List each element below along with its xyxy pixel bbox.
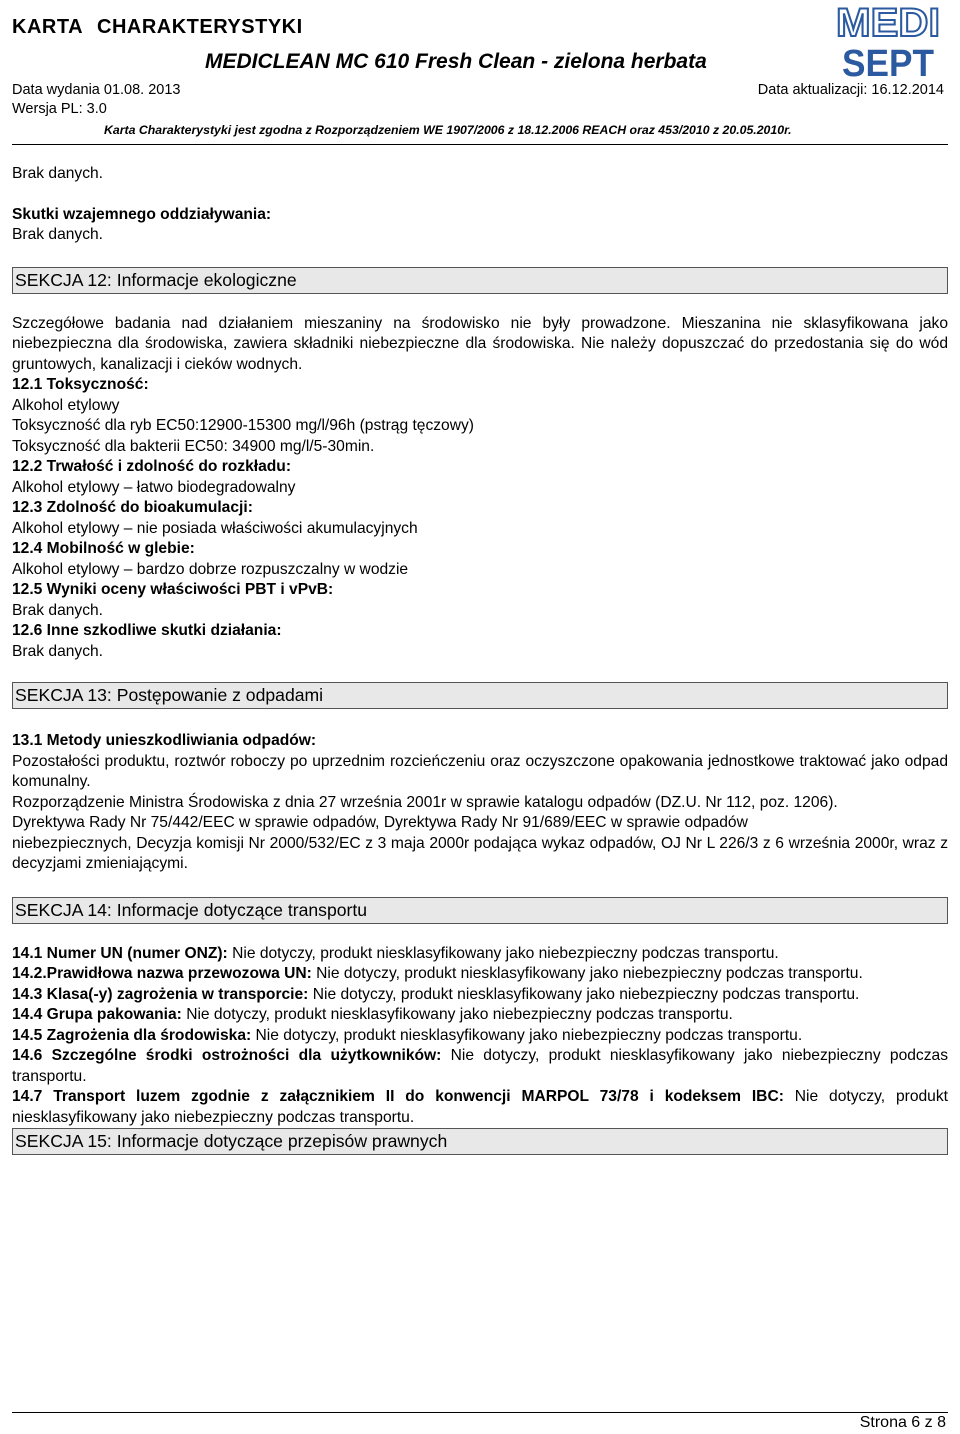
- document-body: [12, 164, 948, 1155]
- subsection-12-5-text: Brak danych.: [12, 601, 104, 619]
- svg-text:SEPT: SEPT: [842, 43, 934, 82]
- waste-paragraph-1: Pozostałości produktu, roztwór roboczy po uprzednim rozcieńczeniu oraz oczyszczone opakowania jednostkowe traktować jako odpad komunalny.: [12, 752, 948, 790]
- subsection-12-3-heading: 12.3 Zdolność do bioakumulacji:: [12, 499, 253, 516]
- subsection-12-2-heading: 12.2 Trwałość i zdolność do rozkładu:: [12, 458, 292, 475]
- waste-paragraph-3b: niebezpiecznych, Decyzja komisji Nr 2000/532/EC z 3 maja 2000r podająca wykaz odpadów, OJ Nr L 226/3 z 6 września 2000r, wraz z decyzjami zmieniającymi.: [12, 834, 948, 872]
- footer-divider: [12, 1412, 948, 1413]
- subsection-12-6-text: Brak danych.: [12, 642, 104, 660]
- issue-date: Data wydania 01.08. 2013: [12, 82, 181, 98]
- update-date: Data aktualizacji: 16.12.2014: [757, 82, 944, 98]
- no-data-text: Brak danych.: [12, 165, 104, 182]
- header-divider: [12, 144, 948, 145]
- version: Wersja PL: 3.0: [12, 101, 107, 117]
- interaction-label: Skutki wzajemnego oddziaływania:: [12, 205, 272, 223]
- interaction-value: Brak danych.: [12, 226, 104, 243]
- subsection-12-5-heading: 12.5 Wyniki oceny właściwości PBT i vPvB:: [12, 581, 334, 598]
- section-14-heading: SEKCJA 14: Informacje dotyczące transportu: [12, 897, 948, 924]
- transport-item-14-3: 14.3 Klasa(-y) zagrożenia w transporcie: Nie dotyczy, produkt niesklasyfikowany jako niebezpieczny podczas transportu.: [12, 985, 860, 1003]
- transport-item-14-4: 14.4 Grupa pakowania: Nie dotyczy, produkt niesklasyfikowany jako niebezpieczny podczas transportu.: [12, 1006, 733, 1023]
- subsection-12-1-heading: 12.1 Toksyczność:: [12, 376, 149, 393]
- transport-item-14-5: 14.5 Zagrożenia dla środowiska: Nie dotyczy, produkt niesklasyfikowany jako niebezpieczny podczas transportu.: [12, 1026, 803, 1044]
- page-number: Strona 6 z 8: [859, 1414, 946, 1431]
- subsection-12-4-text: Alkohol etylowy – bardzo dobrze rozpuszczalny w wodzie: [12, 560, 409, 578]
- waste-paragraph-2: Rozporządzenie Ministra Środowiska z dnia 27 września 2001r w sprawie katalogu odpadów (DZ.U. Nr 112, poz. 1206).: [12, 793, 838, 811]
- subsection-12-3-text: Alkohol etylowy – nie posiada właściwości akumulacyjnych: [12, 519, 418, 537]
- transport-item-14-7: 14.7 Transport luzem zgodnie z załącznikiem II do konwencji MARPOL 73/78 i kodeksem IBC: Nie dotyczy, produkt niesklasyfikowany jako niebezpieczny podczas transportu.: [12, 1088, 948, 1126]
- svg-text:MEDI: MEDI: [836, 1, 940, 45]
- subsection-12-1-bacteria: Toksyczność dla bakterii EC50: 34900 mg/l/5-30min.: [12, 437, 375, 455]
- regulation-note: Karta Charakterystyki jest zgodna z Rozporządzeniem WE 1907/2006 z 18.12.2006 REACH oraz 453/2010 z 20.05.2010r.: [104, 123, 792, 137]
- section-15-heading: SEKCJA 15: Informacje dotyczące przepisów prawnych: [12, 1128, 948, 1155]
- transport-item-14-1: 14.1 Numer UN (numer ONZ): Nie dotyczy, produkt niesklasyfikowany jako niebezpieczny podczas transportu.: [12, 944, 779, 962]
- subsection-12-6-heading: 12.6 Inne szkodliwe skutki działania:: [12, 622, 282, 639]
- document-title: KARTA CHARAKTERYSTYKI: [12, 16, 303, 38]
- subsection-12-1-substance: Alkohol etylowy: [12, 396, 120, 414]
- section-12-intro: Szczegółowe badania nad działaniem mieszaniny na środowisko nie były prowadzone. Mieszanina nie sklasyfikowana jako niebezpieczna dla środowiska, zawiera składniki niebezpieczne dla środowiska. Nie należy dopuszczać do przedostania się do wód gruntowych, kanalizacji i cieków wodnych.: [12, 314, 948, 373]
- section-12-heading: SEKCJA 12: Informacje ekologiczne: [12, 267, 948, 294]
- subsection-12-2-text: Alkohol etylowy – łatwo biodegradowalny: [12, 478, 296, 496]
- transport-item-14-2: 14.2.Prawidłowa nazwa przewozowa UN: Nie dotyczy, produkt niesklasyfikowany jako niebezpieczny podczas transportu.: [12, 965, 863, 982]
- medisept-logo: [826, 0, 946, 82]
- section-13-heading: SEKCJA 13: Postępowanie z odpadami: [12, 682, 948, 709]
- waste-paragraph-3a: Dyrektywa Rady Nr 75/442/EEC w sprawie odpadów, Dyrektywa Rady Nr 91/689/EEC w sprawie odpadów: [12, 814, 748, 831]
- subsection-12-1-fish: Toksyczność dla ryb EC50:12900-15300 mg/l/96h (pstrąg tęczowy): [12, 417, 474, 434]
- subsection-12-4-heading: 12.4 Mobilność w glebie:: [12, 540, 195, 557]
- subsection-13-1-heading: 13.1 Metody unieszkodliwiania odpadów:: [12, 732, 317, 749]
- product-name: MEDICLEAN MC 610 Fresh Clean - zielona herbata: [205, 50, 707, 73]
- transport-item-14-6: 14.6 Szczególne środki ostrożności dla użytkowników: Nie dotyczy, produkt niesklasyfikowany jako niebezpieczny podczas transportu.: [12, 1047, 948, 1085]
